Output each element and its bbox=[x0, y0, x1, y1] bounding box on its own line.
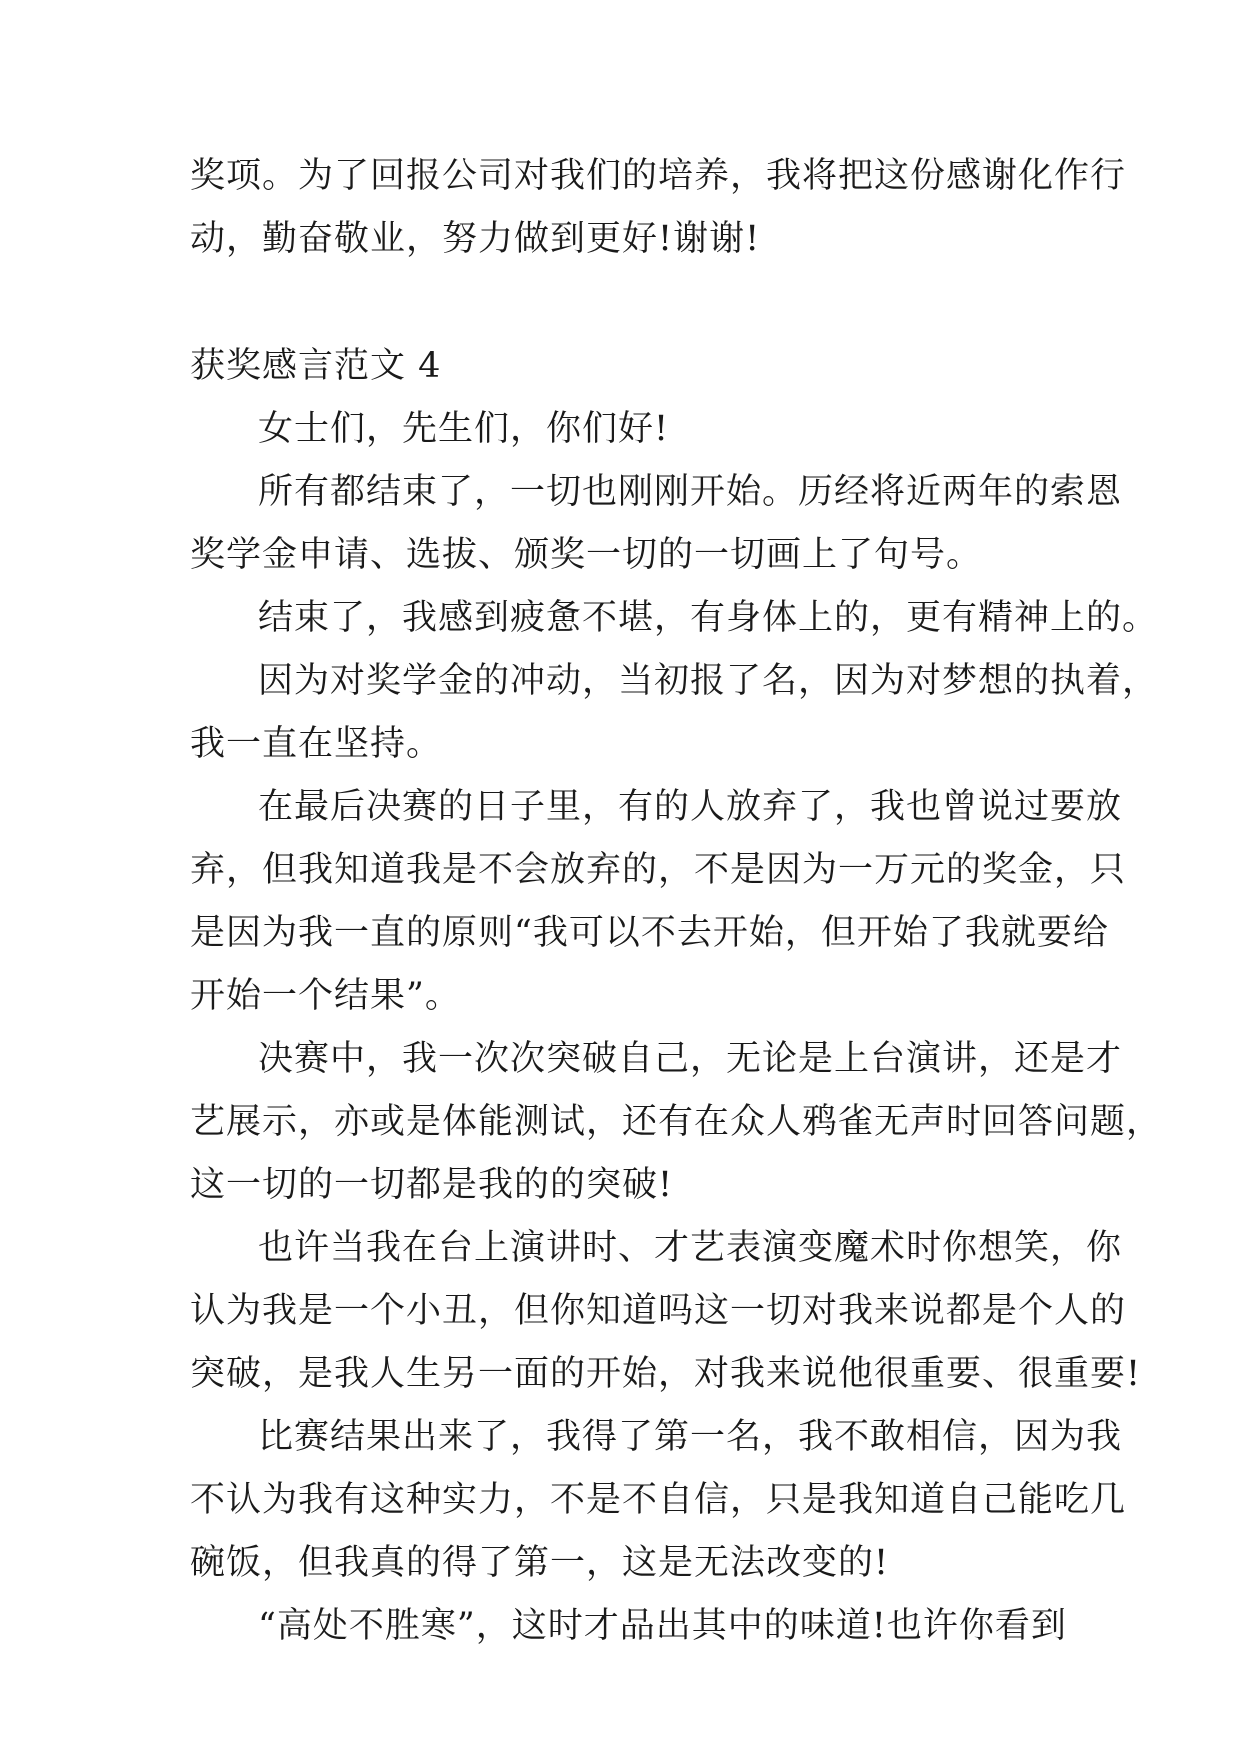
text-line: 突破，是我人生另一面的开始，对我来说他很重要、很重要! bbox=[190, 1354, 1142, 1394]
section-heading: 获奖感言范文 4 bbox=[190, 346, 442, 386]
text-line: 我一直在坚持。 bbox=[190, 724, 443, 764]
text-line: “高处不胜寒”，这时才品出其中的味道!也许你看到 bbox=[258, 1606, 1067, 1646]
text-line: 女士们，先生们，你们好! bbox=[258, 409, 670, 449]
text-line: 奖学金申请、选拔、颁奖一切的一切画上了句号。 bbox=[190, 535, 983, 575]
text-line: 认为我是一个小丑，但你知道吗这一切对我来说都是个人的 bbox=[190, 1291, 1127, 1331]
text-line: 是因为我一直的原则“我可以不去开始，但开始了我就要给 bbox=[190, 913, 1109, 953]
text-line: 开始一个结果”。 bbox=[190, 976, 461, 1016]
text-line: 奖项。为了回报公司对我们的培养，我将把这份感谢化作行 bbox=[190, 156, 1127, 196]
text-line: 弃，但我知道我是不会放弃的，不是因为一万元的奖金，只 bbox=[190, 850, 1127, 890]
text-line: 动，勤奋敬业，努力做到更好!谢谢! bbox=[190, 219, 761, 259]
text-line: 所有都结束了，一切也刚刚开始。历经将近两年的索恩 bbox=[258, 472, 1123, 512]
section-title bbox=[190, 335, 1052, 398]
text-line: 艺展示，亦或是体能测试，还有在众人鸦雀无声时回答问题， bbox=[190, 1102, 1163, 1142]
body-text bbox=[190, 398, 1163, 1658]
text-line: 也许当我在台上演讲时、才艺表演变魔术时你想笑，你 bbox=[258, 1228, 1123, 1268]
text-line: 碗饭，但我真的得了第一，这是无法改变的! bbox=[190, 1543, 890, 1583]
text-line: 比赛结果出来了，我得了第一名，我不敢相信，因为我 bbox=[258, 1417, 1123, 1457]
text-line: 结束了，我感到疲惫不堪，有身体上的，更有精神上的。 bbox=[258, 598, 1159, 638]
text-line: 在最后决赛的日子里，有的人放弃了，我也曾说过要放 bbox=[258, 787, 1123, 827]
intro-paragraph bbox=[190, 145, 1127, 271]
text-line: 决赛中，我一次次突破自己，无论是上台演讲，还是才 bbox=[258, 1039, 1123, 1079]
text-line: 因为对奖学金的冲动，当初报了名，因为对梦想的执着， bbox=[258, 661, 1159, 701]
text-line: 这一切的一切都是我的的突破! bbox=[190, 1165, 674, 1205]
text-line: 不认为我有这种实力，不是不自信，只是我知道自己能吃几 bbox=[190, 1480, 1127, 1520]
